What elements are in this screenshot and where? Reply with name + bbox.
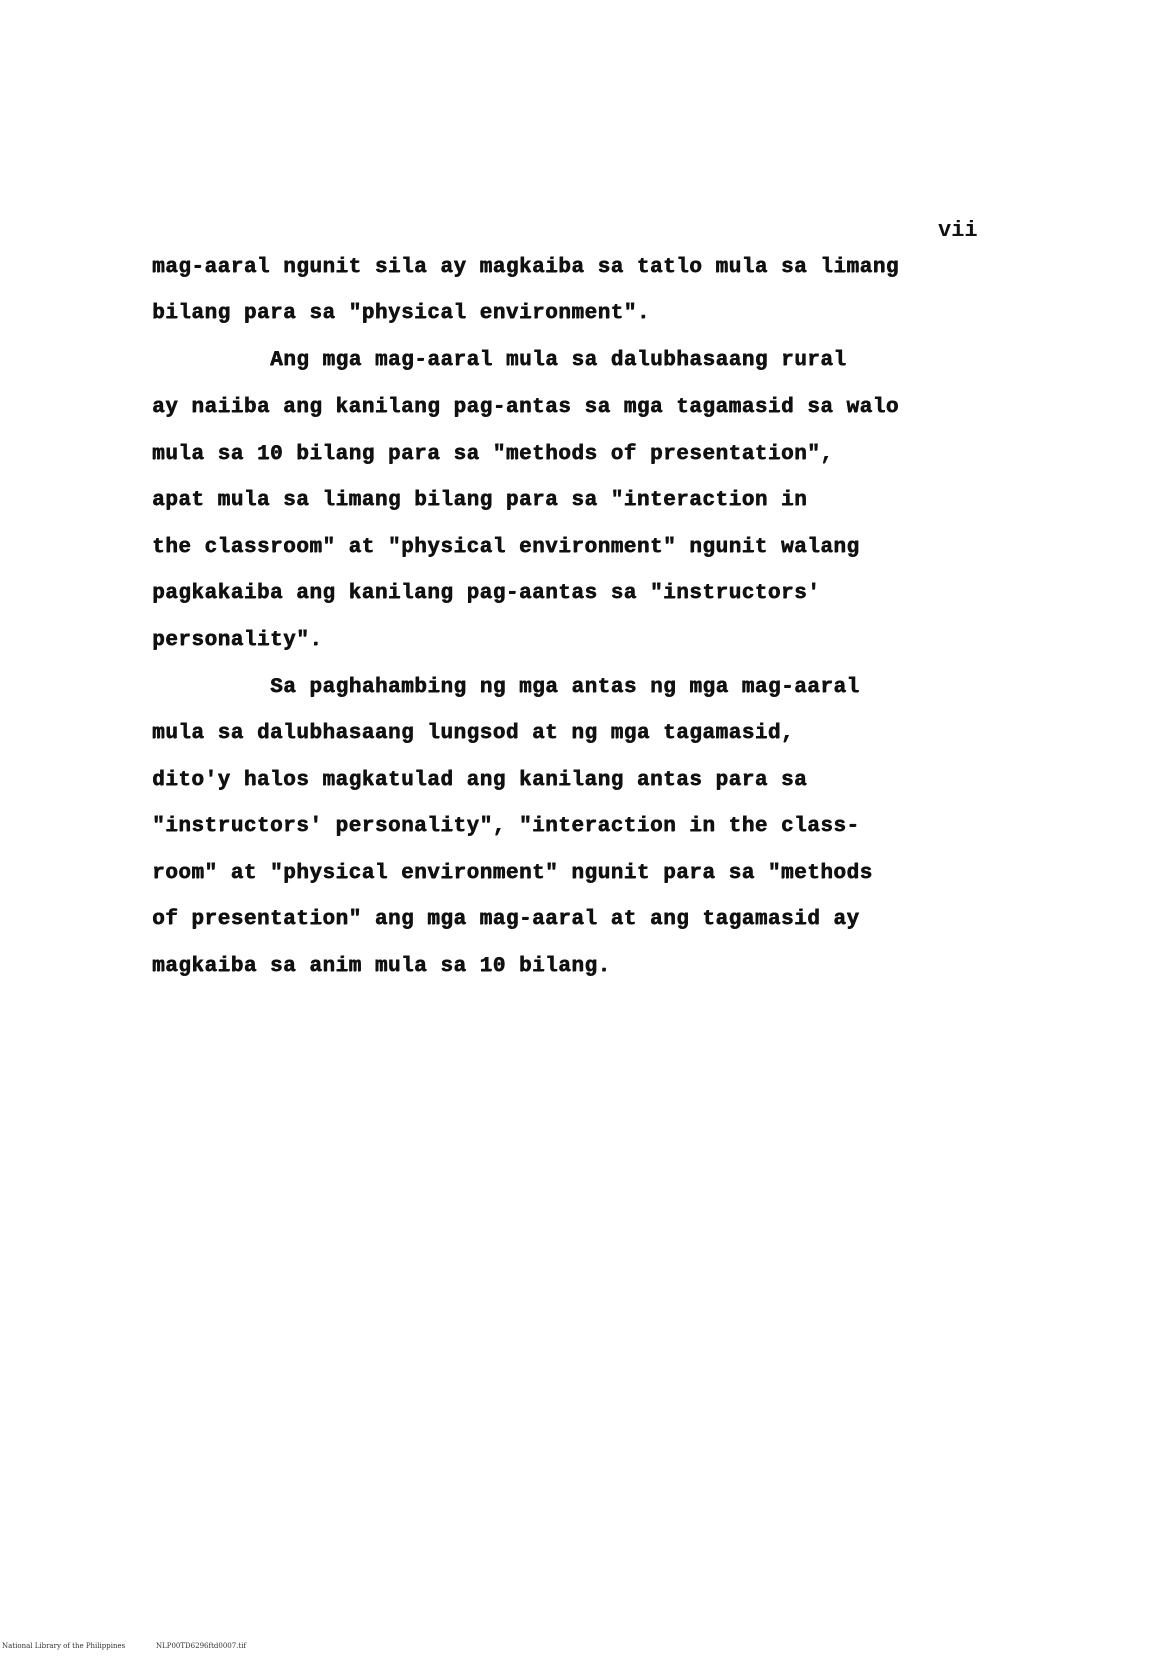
text-line: the classroom" at "physical environment" ngunit walang bbox=[152, 536, 860, 559]
text-line: bilang para sa "physical environment". bbox=[152, 302, 650, 325]
text-line: "instructors' personality", "interaction in the class- bbox=[152, 815, 860, 838]
text-line: personality". bbox=[152, 629, 323, 652]
page-number: vii bbox=[938, 218, 978, 243]
text-line: of presentation" ang mga mag-aaral at ang tagamasid ay bbox=[152, 908, 860, 931]
text-line: mag-aaral ngunit sila ay magkaiba sa tatlo mula sa limang bbox=[152, 256, 899, 279]
text-line: pagkakaiba ang kanilang pag-aantas sa "instructors' bbox=[152, 582, 821, 605]
text-line: ay naiiba ang kanilang pag-antas sa mga tagamasid sa walo bbox=[152, 396, 899, 419]
text-line: mula sa 10 bilang para sa "methods of presentation", bbox=[152, 443, 834, 466]
text-line: apat mula sa limang bilang para sa "interaction in bbox=[152, 489, 808, 512]
paragraph-start-line: Ang mga mag-aaral mula sa dalubhasaang rural bbox=[270, 349, 847, 372]
footer-library: National Library of the Philippines bbox=[2, 1642, 126, 1650]
text-line: magkaiba sa anim mula sa 10 bilang. bbox=[152, 955, 611, 978]
text-line: dito'y halos magkatulad ang kanilang antas para sa bbox=[152, 769, 808, 792]
text-line: room" at "physical environment" ngunit para sa "methods bbox=[152, 862, 873, 885]
paragraph-start-line: Sa paghahambing ng mga antas ng mga mag-aaral bbox=[270, 676, 860, 699]
text-line: mula sa dalubhasaang lungsod at ng mga tagamasid, bbox=[152, 722, 795, 745]
footer-filename: NLP00TD6296ftd0007.tif bbox=[156, 1642, 247, 1650]
